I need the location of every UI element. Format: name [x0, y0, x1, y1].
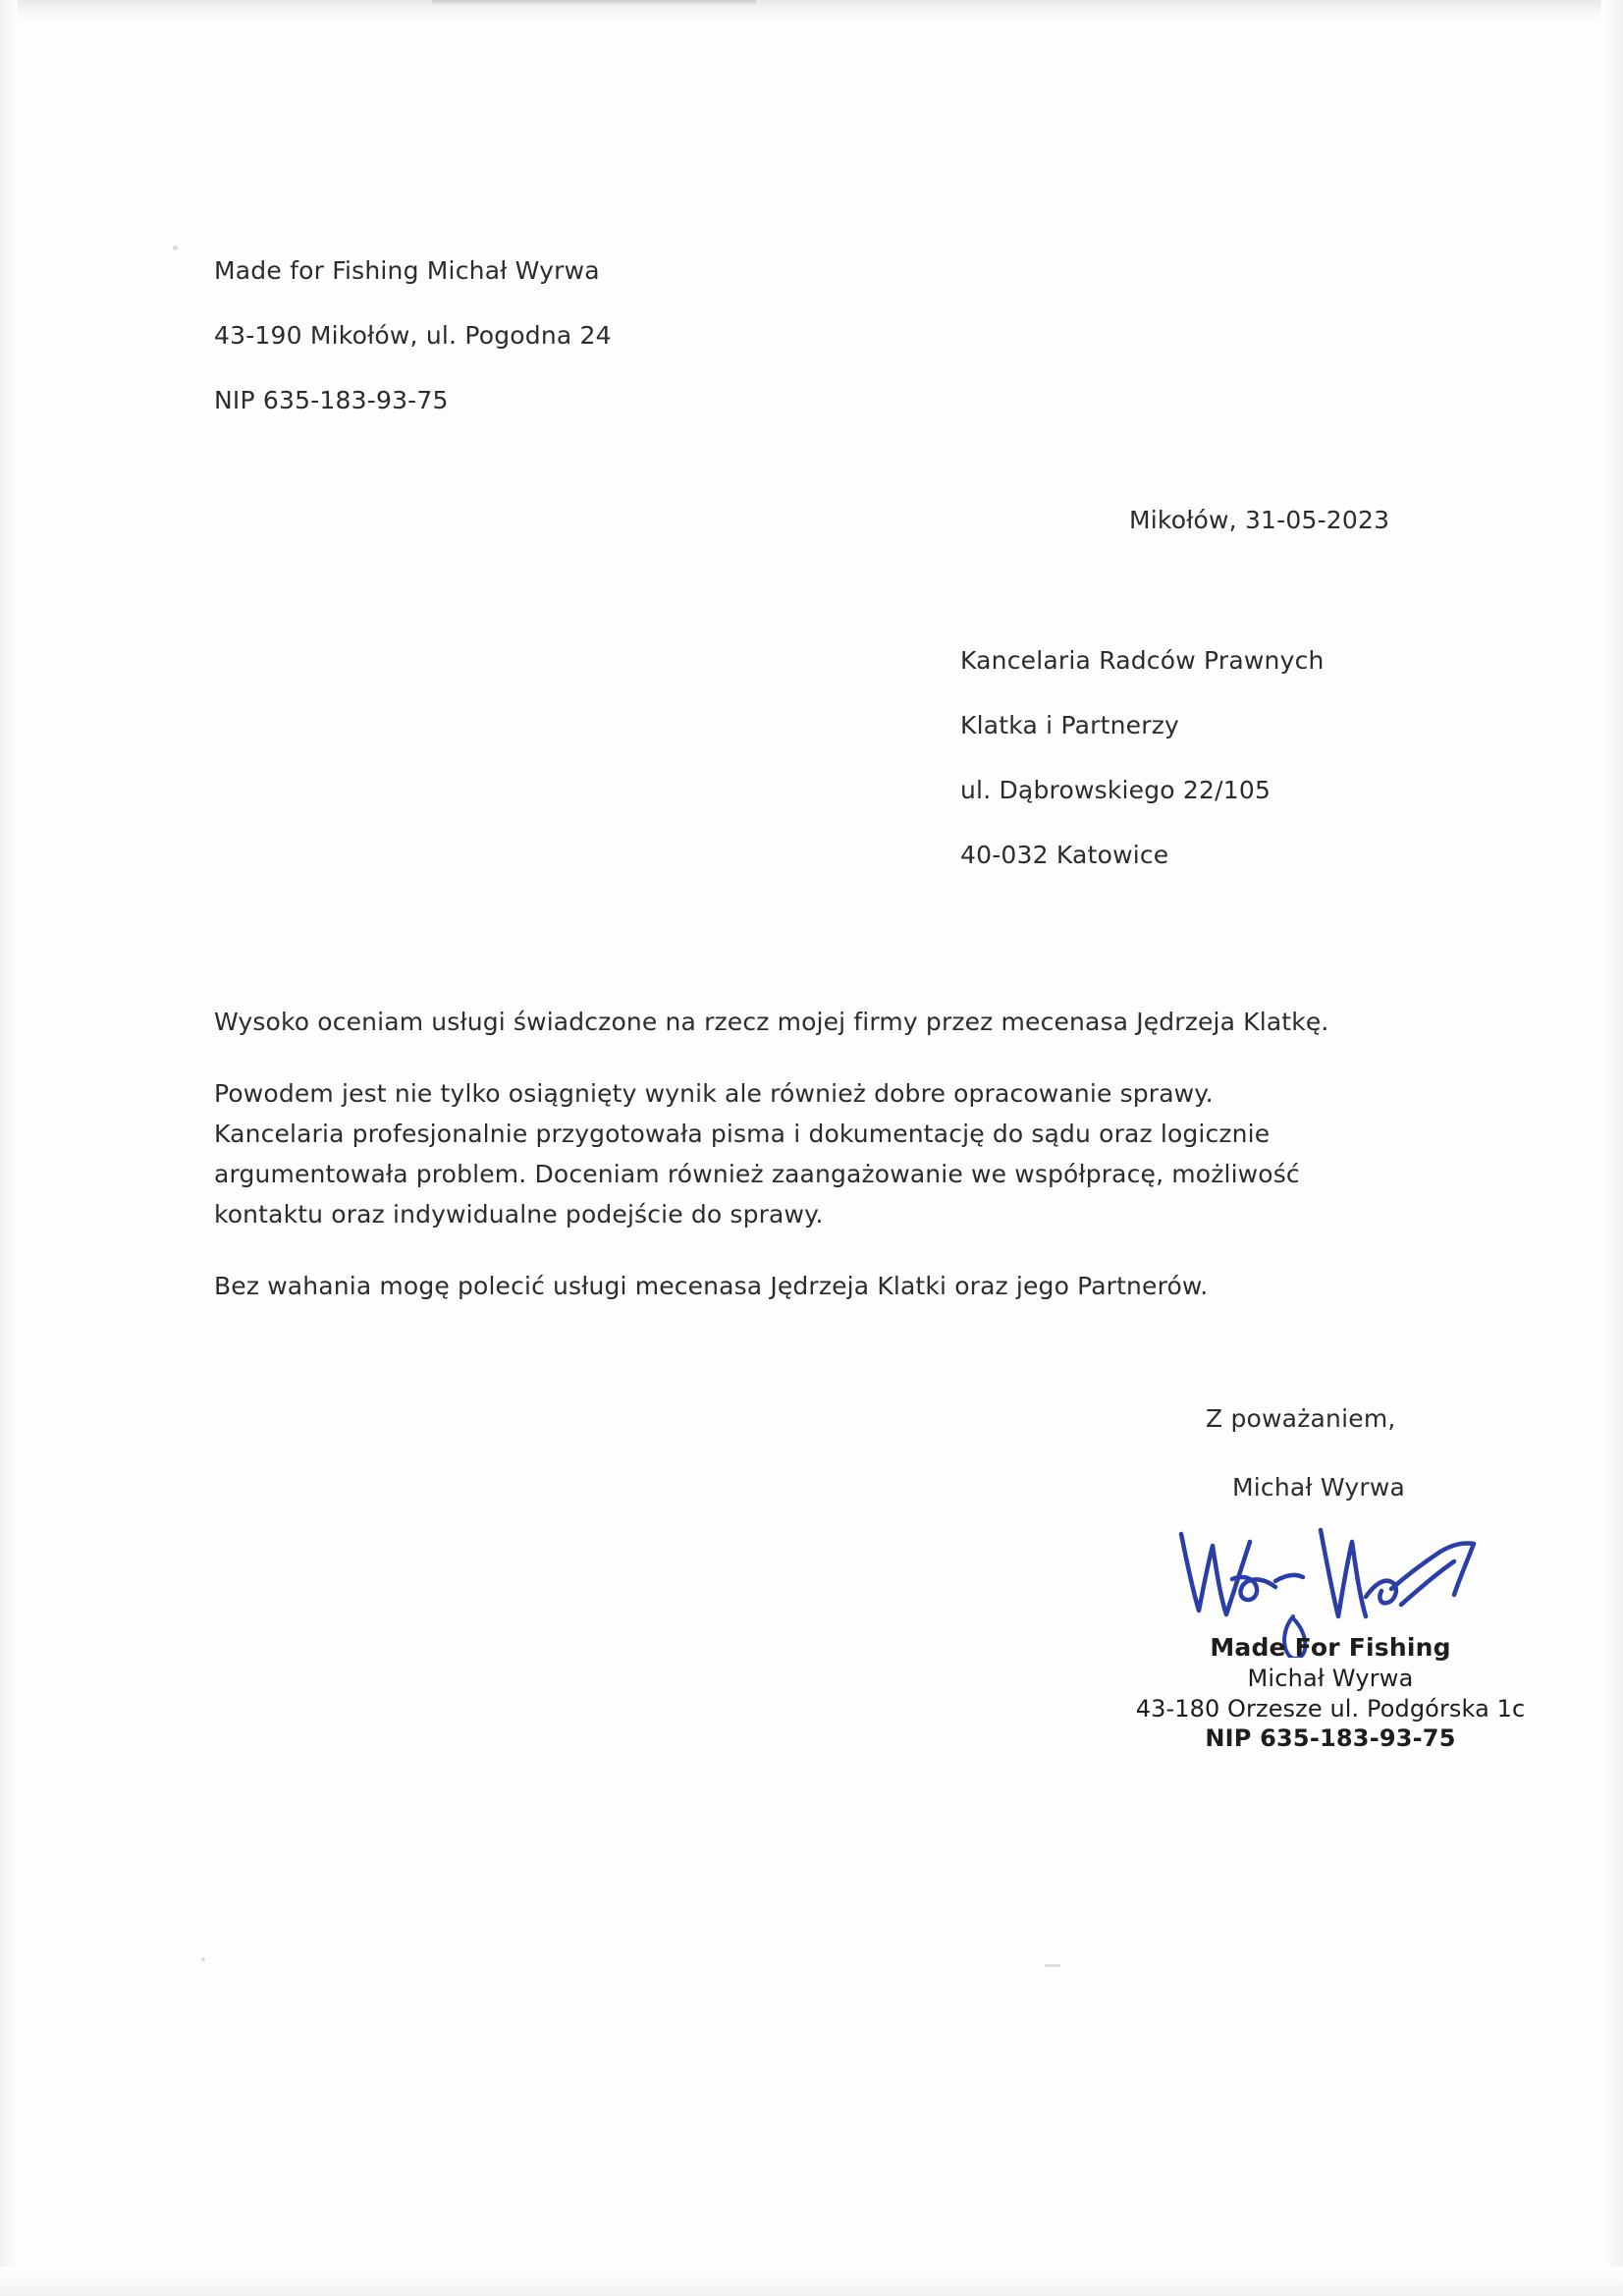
- stamp-company-name: Made For Fishing: [1210, 1633, 1451, 1662]
- closing-salutation: Z poważaniem,: [1206, 1404, 1396, 1433]
- recipient-line-4: 40-032 Katowice: [960, 841, 1169, 869]
- sender-line-3: NIP 635-183-93-75: [214, 386, 449, 414]
- sender-line-1: Made for Fishing Michał Wyrwa: [214, 256, 600, 285]
- recipient-line-2: Klatka i Partnerzy: [960, 711, 1180, 739]
- body-paragraph-2: Powodem jest nie tylko osiągnięty wynik ale również dobre opracowanie sprawy. Kancelaria profesjonalnie przygotowała pisma i dokumentację do sądu oraz logicznie argumentowała problem. Doceniam również zaangażowanie we współpracę, możliwość kontaktu oraz indywidualne podejście do sprawy.: [214, 1079, 1300, 1229]
- company-stamp: [1124, 1632, 1537, 1754]
- body-paragraph-1: Wysoko oceniam usługi świadczone na rzecz mojej firmy przez mecenasa Jędrzeja Klatkę.: [214, 1008, 1329, 1036]
- stamp-nip: NIP 635-183-93-75: [1205, 1724, 1456, 1753]
- recipient-line-1: Kancelaria Radców Prawnych: [960, 646, 1325, 675]
- recipient-line-3: ul. Dąbrowskiego 22/105: [960, 776, 1271, 804]
- sender-line-2: 43-190 Mikołów, ul. Pogodna 24: [214, 321, 612, 350]
- sender-block: [214, 239, 612, 433]
- signer-name: Michał Wyrwa: [1232, 1473, 1405, 1502]
- place-and-date: Mikołów, 31-05-2023: [1129, 506, 1390, 534]
- letter-body: [214, 1002, 1341, 1306]
- stamp-address: 43-180 Orzesze ul. Podgórska 1c: [1135, 1694, 1526, 1722]
- body-paragraph-3: Bez wahania mogę polecić usługi mecenasa Jędrzeja Klatki oraz jego Partnerów.: [214, 1272, 1209, 1300]
- stamp-owner-name: Michał Wyrwa: [1247, 1665, 1414, 1692]
- recipient-block: [960, 629, 1325, 888]
